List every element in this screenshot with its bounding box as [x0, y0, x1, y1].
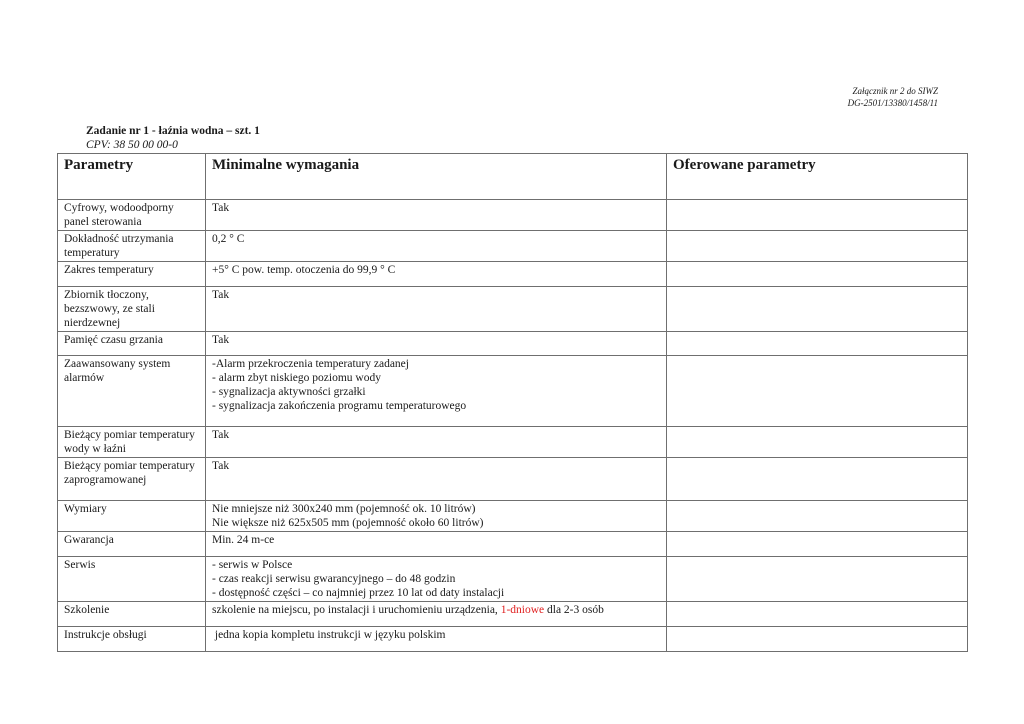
requirement-cell — [206, 602, 667, 627]
requirement-line: - sygnalizacja zakończenia programu temperaturowego — [212, 400, 467, 412]
param-cell: Gwarancja — [58, 532, 206, 557]
requirement-cell — [206, 427, 667, 458]
requirement-line: Tak — [212, 289, 230, 301]
requirement-line: - dostępność części – co najmniej przez 10 lat od daty instalacji — [212, 587, 505, 599]
training-text-end: dla 2-3 osób — [544, 604, 604, 616]
header-minimalne-wymagania: Minimalne wymagania — [206, 154, 667, 200]
table-row — [58, 262, 968, 287]
requirements-table — [57, 153, 968, 652]
offered-cell[interactable] — [667, 231, 968, 262]
requirement-cell — [206, 557, 667, 602]
param-cell: Instrukcje obsługi — [58, 627, 206, 652]
table-row — [58, 602, 968, 627]
training-text-start: szkolenie na miejscu, po instalacji i uruchomieniu urządzenia, — [212, 604, 501, 616]
table-row — [58, 356, 968, 427]
requirement-line: Tak — [212, 460, 230, 472]
requirement-line — [212, 603, 660, 617]
table-row — [58, 627, 968, 652]
requirement-cell — [206, 200, 667, 231]
param-cell: Dokładność utrzymania temperatury — [58, 231, 206, 262]
requirement-line: Nie mniejsze niż 300x240 mm (pojemność ok. 10 litrów) — [212, 503, 476, 515]
case-number: DG-2501/13380/1458/11 — [847, 98, 938, 108]
param-cell: Zakres temperatury — [58, 262, 206, 287]
offered-cell[interactable] — [667, 427, 968, 458]
table-row — [58, 557, 968, 602]
cpv-code: CPV: 38 50 00 00-0 — [86, 139, 178, 151]
requirement-cell — [206, 332, 667, 356]
requirement-cell — [206, 231, 667, 262]
param-cell: Bieżący pomiar temperatury zaprogramowanej — [58, 458, 206, 501]
param-cell: Wymiary — [58, 501, 206, 532]
requirement-line: Min. 24 m-ce — [212, 534, 275, 546]
param-cell: Bieżący pomiar temperatury wody w łaźni — [58, 427, 206, 458]
table-row — [58, 231, 968, 262]
header-oferowane-parametry: Oferowane parametry — [667, 154, 968, 200]
requirement-line: Nie większe niż 625x505 mm (pojemność około 60 litrów) — [212, 517, 484, 529]
requirement-cell — [206, 532, 667, 557]
offered-cell[interactable] — [667, 532, 968, 557]
requirement-cell — [206, 356, 667, 427]
annex-label: Załącznik nr 2 do SIWZ — [852, 86, 938, 96]
requirement-cell — [206, 627, 667, 652]
requirement-cell — [206, 458, 667, 501]
requirement-line: -Alarm przekroczenia temperatury zadanej — [212, 358, 409, 370]
header-parametry: Parametry — [58, 154, 206, 200]
param-cell: Zaawansowany system alarmów — [58, 356, 206, 427]
table-row — [58, 501, 968, 532]
requirement-cell — [206, 287, 667, 332]
param-cell: Cyfrowy, wodoodporny panel sterowania — [58, 200, 206, 231]
requirement-line: - alarm zbyt niskiego poziomu wody — [212, 372, 381, 384]
table-row — [58, 332, 968, 356]
requirement-line: Tak — [212, 334, 230, 346]
table-row — [58, 287, 968, 332]
requirement-line: - sygnalizacja aktywności grzałki — [212, 386, 366, 398]
training-duration-highlight: 1-dniowe — [500, 604, 545, 616]
offered-cell[interactable] — [667, 356, 968, 427]
document-reference — [848, 85, 938, 109]
offered-cell[interactable] — [667, 332, 968, 356]
table-row — [58, 427, 968, 458]
offered-cell[interactable] — [667, 200, 968, 231]
requirement-line: - serwis w Polsce — [212, 559, 293, 571]
offered-cell[interactable] — [667, 627, 968, 652]
task-title: Zadanie nr 1 - łaźnia wodna – szt. 1 — [86, 125, 260, 137]
table-row — [58, 532, 968, 557]
requirement-line: Tak — [212, 202, 230, 214]
offered-cell[interactable] — [667, 602, 968, 627]
param-cell: Zbiornik tłoczony, bezszwowy, ze stali nierdzewnej — [58, 287, 206, 332]
table-row — [58, 458, 968, 501]
requirement-line: Tak — [212, 429, 230, 441]
param-cell: Szkolenie — [58, 602, 206, 627]
requirement-cell — [206, 262, 667, 287]
requirement-cell — [206, 501, 667, 532]
requirement-line: - czas reakcji serwisu gwarancyjnego – do 48 godzin — [212, 573, 456, 585]
param-cell: Pamięć czasu grzania — [58, 332, 206, 356]
table-header-row — [58, 154, 968, 200]
param-cell: Serwis — [58, 557, 206, 602]
offered-cell[interactable] — [667, 557, 968, 602]
offered-cell[interactable] — [667, 501, 968, 532]
requirement-line: +5° C pow. temp. otoczenia do 99,9 ° C — [212, 264, 396, 276]
offered-cell[interactable] — [667, 262, 968, 287]
requirement-line: jedna kopia kompletu instrukcji w języku polskim — [212, 629, 446, 641]
offered-cell[interactable] — [667, 458, 968, 501]
table-row — [58, 200, 968, 231]
requirement-line: 0,2 ° C — [212, 233, 245, 245]
offered-cell[interactable] — [667, 287, 968, 332]
